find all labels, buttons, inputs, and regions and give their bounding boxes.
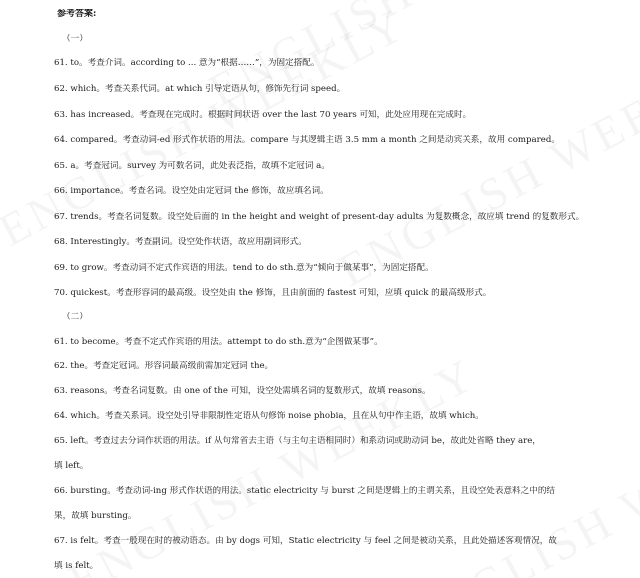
answer-line: 填 left。 — [54, 461, 89, 471]
answer-line: 66. importance。考查名词。设空处由定冠词 the 修饰，故应填名词。 — [54, 186, 329, 196]
answer-line: 64. compared。考查动词-ed 形式作状语的用法。compare 与其逻辑主语 3.5 mm a month 之间是动宾关系，故用 compared。 — [54, 135, 560, 145]
answer-line: 68. Interestingly。考查副词。设空处作状语，故应用副词形式。 — [54, 237, 307, 247]
answer-line: 61. to。考查介词。according to ... 意为“根据……”，为固定搭配。 — [54, 58, 320, 68]
answer-line: 63. has increased。考查现在完成时。根据时间状语 over the last 70 years 可知，此处应用现在完成时。 — [54, 110, 472, 120]
page-title: 参考答案: — [57, 9, 97, 19]
answer-line: 63. reasons。考查名词复数。由 one of the 可知，设空处需填名词的复数形式，故填 reasons。 — [54, 386, 431, 396]
answer-line: 66. bursting。考查动词-ing 形式作状语的用法。static electricity 与 burst 之间是逻辑上的主谓关系，且设空处表意料之中的结 — [54, 486, 556, 496]
section-label: （二） — [62, 312, 88, 322]
section-label: （一） — [62, 34, 88, 44]
answer-line: 65. left。考查过去分词作状语的用法。if 从句常省去主语（与主句主语相同时）和系动词或助动词 be，故此处省略 they are， — [54, 436, 541, 446]
answer-line: 65. a。考查冠词。survey 为可数名词，此处表泛指，故填不定冠词 a。 — [54, 161, 330, 171]
answer-line: 70. quickest。考查形容词的最高级。设空处由 the 修饰，且由前面的 fastest 可知，应填 quick 的最高级形式。 — [54, 288, 492, 298]
answer-line: 果，故填 bursting。 — [54, 511, 137, 521]
answer-line: 69. to grow。考查动词不定式作宾语的用法。tend to do sth.意为“倾向于做某事”，为固定搭配。 — [54, 263, 434, 273]
answer-line: 62. the。考查定冠词。形容词最高级前需加定冠词 the。 — [54, 361, 274, 371]
answer-line: 填 is felt。 — [54, 561, 99, 571]
answer-line: 62. which。考查关系代词。at which 引导定语从句，修饰先行词 speed。 — [54, 84, 346, 94]
answer-line: 64. which。考查关系词。设空处引导非限制性定语从句修饰 noise phobia，且在从句中作主语，故填 which。 — [54, 411, 484, 421]
answer-line: 67. trends。考查名词复数。设空处后面的 in the height and weight of present-day adults 为复数概念，故应填 trend 的复数形式。 — [54, 212, 585, 222]
answer-line: 67. is felt。考查一般现在时的被动语态。由 by dogs 可知，Static electricity 与 feel 之间是被动关系，且此处描述客观情况，故 — [54, 536, 557, 546]
answer-line: 61. to become。考查不定式作宾语的用法。attempt to do sth.意为“企图做某事”。 — [54, 337, 383, 347]
